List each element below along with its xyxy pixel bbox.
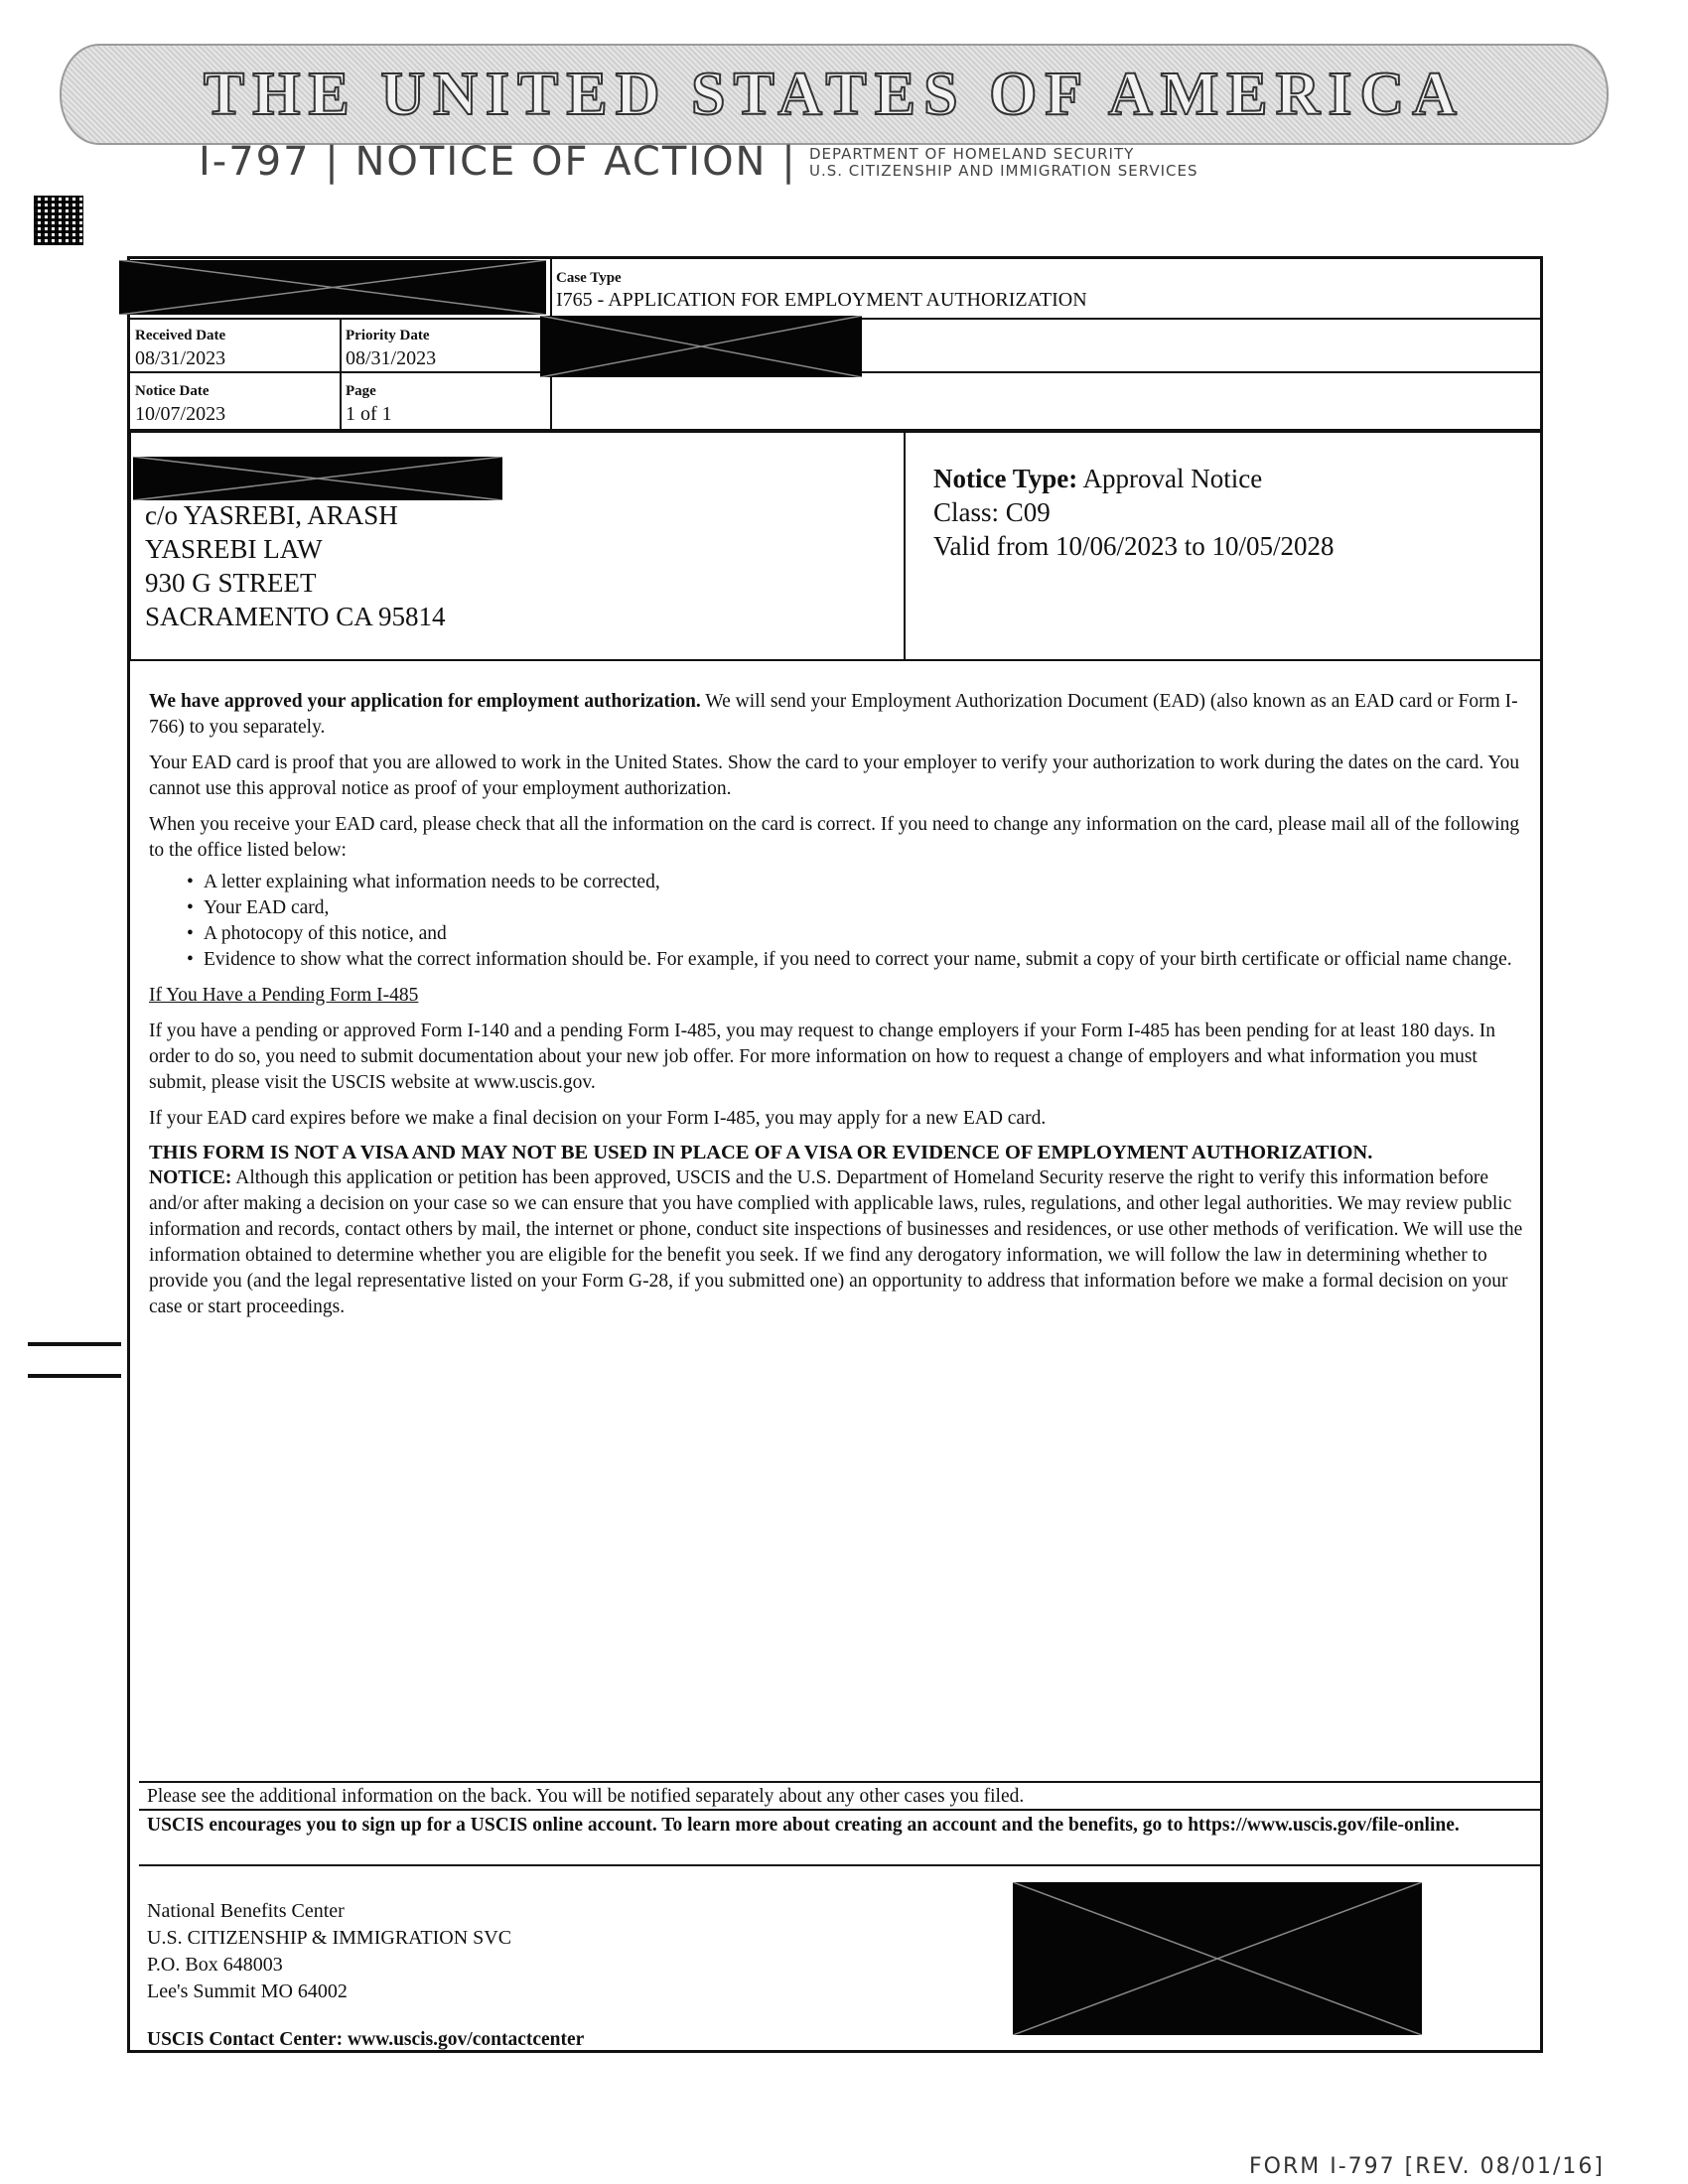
additional-info-note: Please see the additional information on the back. You will be notified separately about any other cases you filed.	[147, 1786, 1025, 1807]
notice-date-value: 10/07/2023	[135, 403, 226, 425]
priority-date-value: 08/31/2023	[346, 347, 437, 369]
divider	[139, 1781, 1543, 1783]
contact-center: USCIS Contact Center: www.uscis.gov/contactcenter	[147, 2029, 585, 2050]
barcode-icon	[34, 196, 83, 245]
address-line-3: 930 G STREET	[145, 568, 317, 598]
office-line-3: P.O. Box 648003	[147, 1954, 283, 1976]
received-date-label: Received Date	[135, 328, 226, 343]
department-line-2: U.S. CITIZENSHIP AND IMMIGRATION SERVICES	[809, 162, 1198, 180]
redacted-field	[540, 316, 862, 377]
notice-body	[149, 689, 1529, 1320]
approval-statement: We have approved your application for employment authorization.	[149, 691, 701, 712]
mailing-address	[145, 498, 446, 633]
notice-type-block	[933, 462, 1334, 563]
divider	[127, 318, 550, 320]
form-revision: FORM I-797 [REV. 08/01/16]	[1249, 2154, 1606, 2179]
address-line-2: YASREBI LAW	[145, 534, 323, 564]
list-item: • Your EAD card,	[149, 895, 1529, 921]
form-title: I-797 | NOTICE OF ACTION |	[199, 139, 797, 185]
received-date-value: 08/31/2023	[135, 347, 226, 369]
department-line-1: DEPARTMENT OF HOMELAND SECURITY	[809, 145, 1135, 163]
redacted-barcode	[1013, 1882, 1422, 2035]
list-item: • A photocopy of this notice, and	[149, 921, 1529, 947]
address-line-4: SACRAMENTO CA 95814	[145, 602, 446, 631]
divider	[340, 318, 342, 429]
change-employer-paragraph: If you have a pending or approved Form I-140 and a pending Form I-485, you may request to change employers if your Form I-485 has been pending for at least 180 days. In order to do so, you need to submit documentation about your new job offer. For more information on how to request a change of employers and what information you must submit, please visit the USCIS website at www.uscis.gov.	[149, 1021, 1495, 1093]
pending-i485-heading: If You Have a Pending Form I-485	[149, 985, 419, 1006]
office-line-1: National Benefits Center	[147, 1900, 345, 1922]
redacted-beneficiary-name	[133, 457, 502, 500]
margin-mark	[28, 1374, 121, 1378]
department-name	[809, 146, 1198, 180]
list-item: • Evidence to show what the correct information should be. For example, if you need to correct your name, submit a copy of your birth certificate or official name change.	[149, 947, 1529, 973]
margin-mark	[28, 1342, 121, 1346]
notice-date-label: Notice Date	[135, 383, 210, 399]
address-line-1: c/o YASREBI, ARASH	[145, 500, 398, 530]
page-value: 1 of 1	[346, 403, 392, 425]
notice-type-value: Approval Notice	[1082, 464, 1263, 493]
office-line-4: Lee's Summit MO 64002	[147, 1980, 348, 2002]
banner-title: THE UNITED STATES OF AMERICA	[203, 61, 1466, 128]
ead-proof-paragraph: Your EAD card is proof that you are allowed to work in the United States. Show the card to your employer to verify your authorization to work during the dates on the card. You cannot use this approval notice as proof of your employment authorization.	[149, 752, 1520, 799]
approval-detail: We will send your Employment Authorization Document (EAD) (also known as an EAD card or Form I-766) to you separately.	[149, 691, 1518, 738]
notice-validity: Valid from 10/06/2023 to 10/05/2028	[933, 531, 1335, 561]
case-type-label: Case Type	[556, 270, 622, 286]
office-address	[147, 1898, 511, 2005]
office-line-2: U.S. CITIZENSHIP & IMMIGRATION SVC	[147, 1927, 512, 1949]
notice-class: Class: C09	[933, 497, 1051, 527]
ead-expiry-paragraph: If your EAD card expires before we make a final decision on your Form I-485, you may apply for a new EAD card.	[149, 1108, 1047, 1129]
notice-type-label: Notice Type:	[933, 464, 1078, 493]
redacted-receipt-number	[119, 260, 546, 315]
not-a-visa-warning: THIS FORM IS NOT A VISA AND MAY NOT BE USED IN PLACE OF A VISA OR EVIDENCE OF EMPLOYMENT AUTHORIZATION.	[149, 1142, 1373, 1163]
list-item: • A letter explaining what information needs to be corrected,	[149, 870, 1529, 895]
priority-date-label: Priority Date	[346, 328, 430, 343]
ead-check-paragraph: When you receive your EAD card, please check that all the information on the card is correct. If you need to change any information on the card, please mail all of the following to the office listed below:	[149, 814, 1520, 861]
page-label: Page	[346, 383, 376, 399]
online-account-note: USCIS encourages you to sign up for a USCIS online account. To learn more about creating an account and the benefits, go to https://www.uscis.gov/file-online.	[147, 1815, 1460, 1836]
notice-label: NOTICE:	[149, 1167, 232, 1188]
verification-notice: Although this application or petition has been approved, USCIS and the U.S. Department of Homeland Security reserve the right to verify this information before and/or after making a decision on your case so we can ensure that you have complied with applicable laws, rules, regulations, and other legal authorities. We may review public information and records, contact others by mail, the internet or phone, conduct site inspections of businesses and residences, or use other methods of verification. We will use the information obtained to determine whether you are eligible for the benefit you seek. If we find any derogatory information, we will follow the law in determining whether to provide you (and the legal representative listed on your Form G-28, if you submitted one) an opportunity to address that information before we make a formal decision on your case or start proceedings.	[149, 1167, 1523, 1317]
case-type-value: I765 - APPLICATION FOR EMPLOYMENT AUTHORIZATION	[556, 289, 1087, 311]
